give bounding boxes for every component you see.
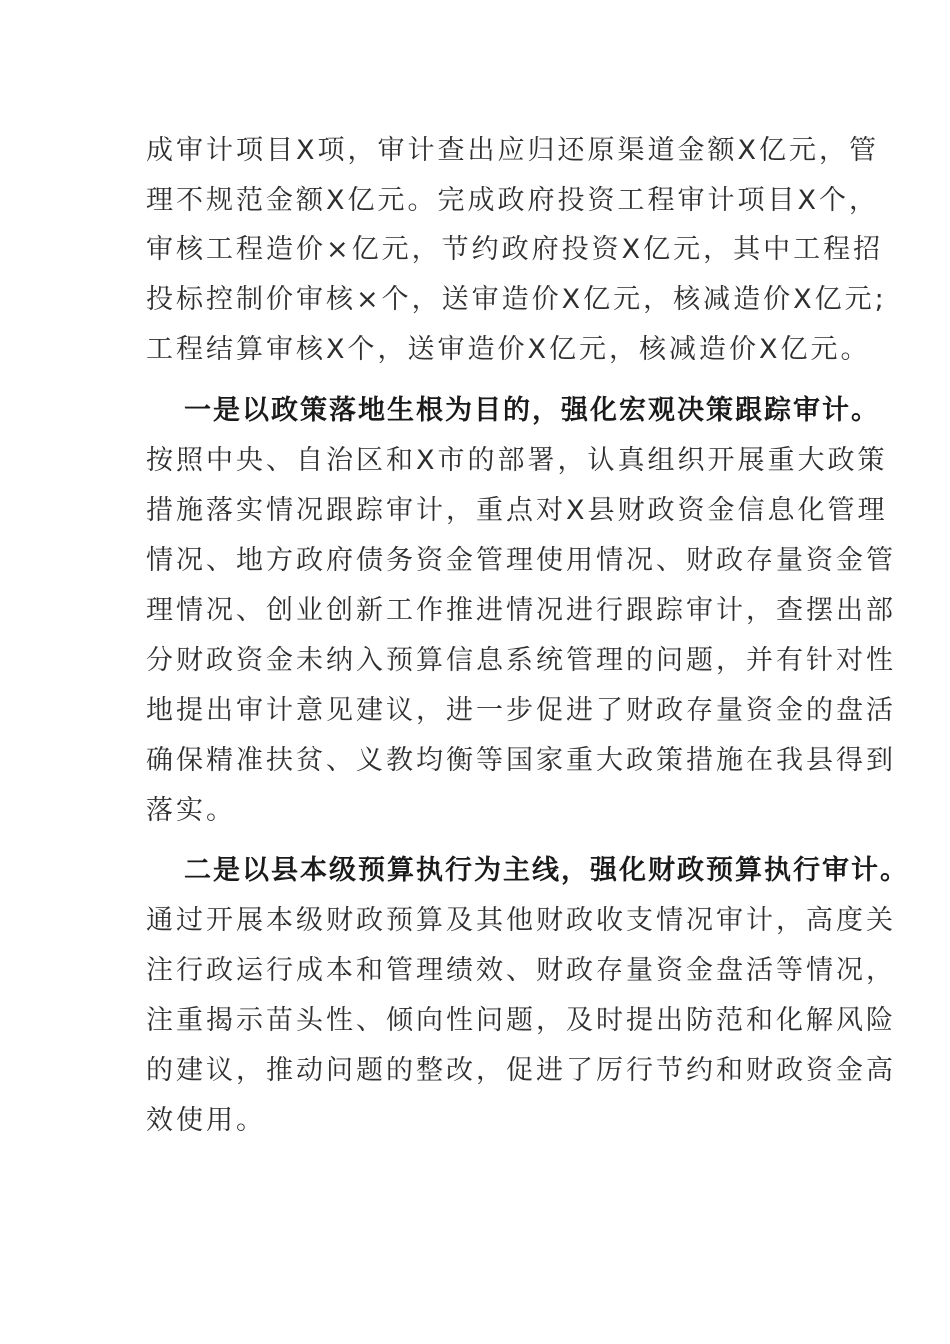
intro-line-4: 投标控制价审核×个，送审造价X亿元，核减造价X亿元; <box>146 284 887 315</box>
section-two-line-3: 注重揭示苗头性、倾向性问题，及时提出防范和化解风险 <box>146 1005 896 1036</box>
section-two-line-4: 的建议，推动问题的整改，促进了厉行节约和财政资金高 <box>146 1055 896 1086</box>
intro-line-5: 工程结算审核X个，送审造价X亿元，核减造价X亿元。 <box>146 334 871 365</box>
section-one-line-5: 分财政资金未纳入预算信息系统管理的问题，并有针对性 <box>146 645 896 676</box>
section-two-line-2: 注行政运行成本和管理绩效、财政存量资金盘活等情况， <box>146 955 896 986</box>
section-one-line-3: 情况、地方政府债务资金管理使用情况、财政存量资金管 <box>146 545 896 576</box>
section-one-line-2: 措施落实情况跟踪审计，重点对X县财政资金信息化管理 <box>146 495 888 526</box>
section-one-line-4: 理情况、创业创新工作推进情况进行跟踪审计，查摆出部 <box>146 595 896 626</box>
intro-line-1: 成审计项目X项，审计查出应归还原渠道金额X亿元，管 <box>146 135 879 166</box>
intro-line-2: 理不规范金额X亿元。完成政府投资工程审计项目X个， <box>146 185 879 216</box>
section-one-line-8: 落实。 <box>146 795 236 826</box>
section-two-line-5: 效使用。 <box>146 1105 266 1136</box>
section-one-line-7: 确保精准扶贫、义教均衡等国家重大政策措施在我县得到 <box>146 745 896 776</box>
section-one-line-6: 地提出审计意见建议，进一步促进了财政存量资金的盘活 <box>146 695 896 726</box>
section-one-heading: 一是以政策落地生根为目的，强化宏观决策跟踪审计。 <box>184 395 880 426</box>
section-two-line-1: 通过开展本级财政预算及其他财政收支情况审计，高度关 <box>146 905 896 936</box>
intro-line-3: 审核工程造价×亿元，节约政府投资X亿元，其中工程招 <box>146 234 884 265</box>
section-two-heading: 二是以县本级预算执行为主线，强化财政预算执行审计。 <box>184 855 909 886</box>
section-one-line-1: 按照中央、自治区和X市的部署，认真组织开展重大政策 <box>146 445 888 476</box>
